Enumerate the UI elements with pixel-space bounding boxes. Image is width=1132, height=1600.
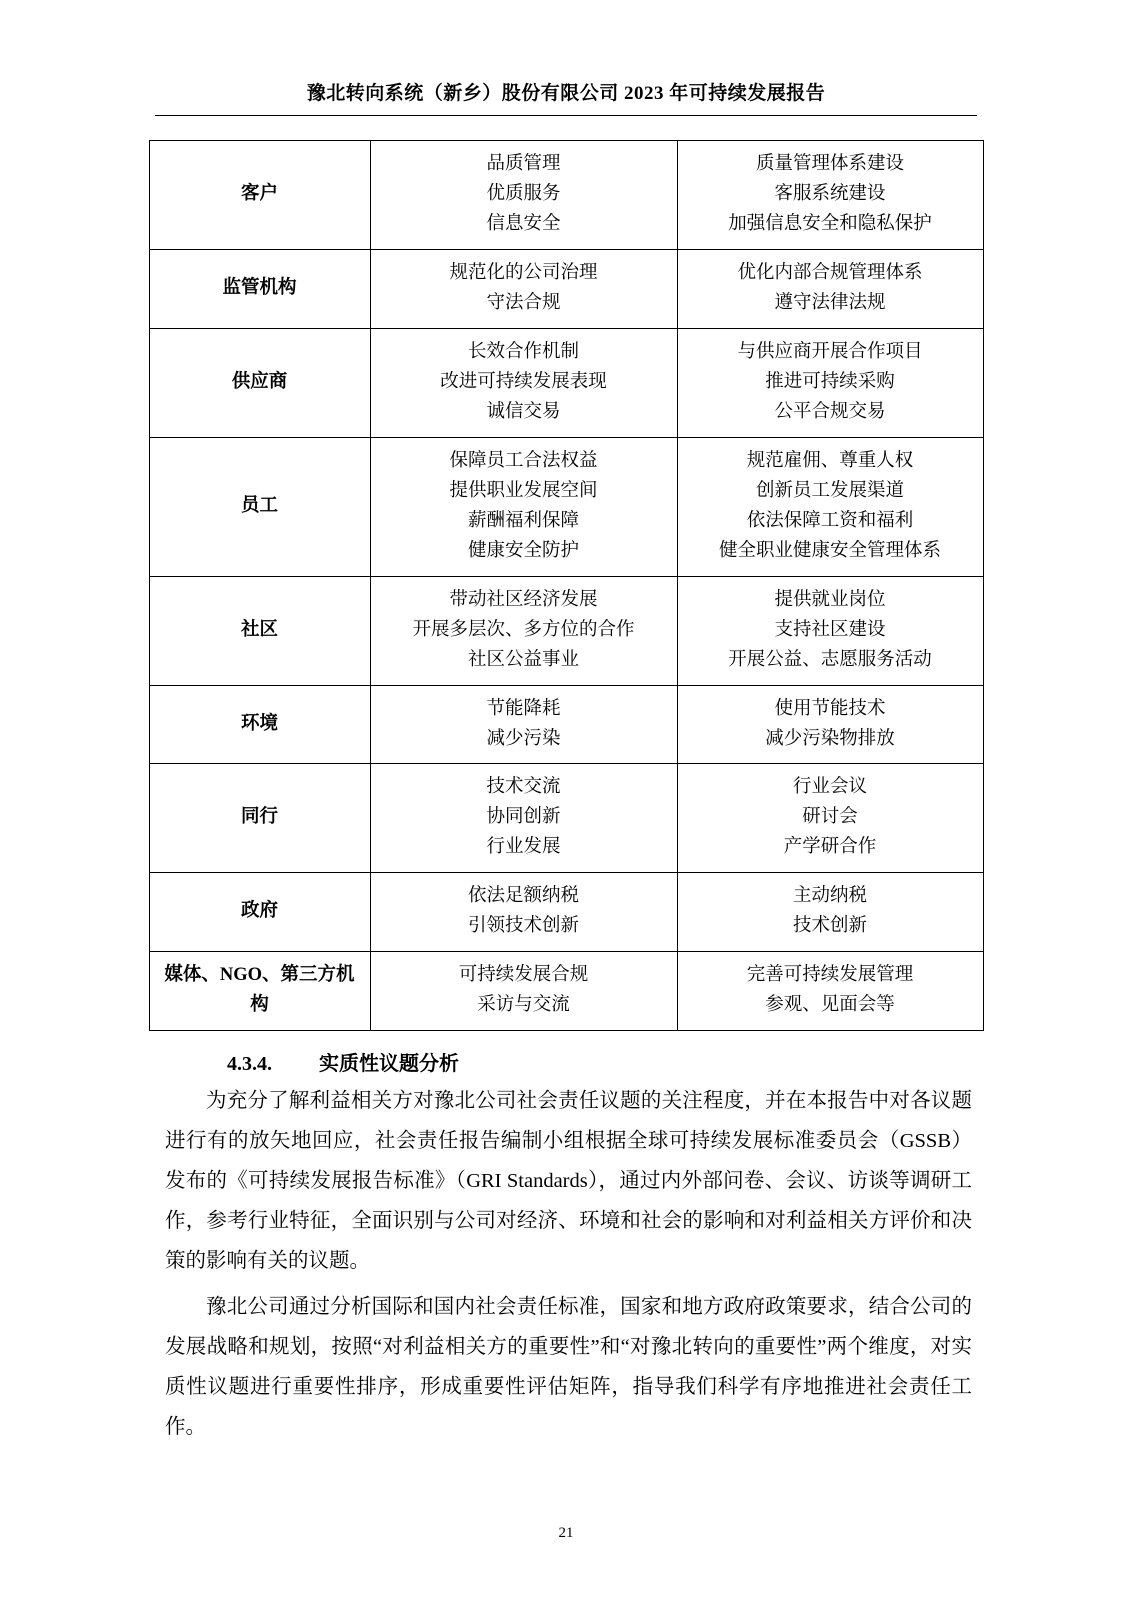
table-row (149, 437, 983, 576)
stakeholder-responses (677, 952, 983, 1031)
expectation-item: 品质管理 (486, 154, 561, 174)
expectation-item: 薪酬福利保障 (467, 510, 579, 531)
response-item: 参观、见面会等 (765, 995, 895, 1016)
section-title-text: 实质性议题分析 (319, 1053, 459, 1076)
response-item: 创新员工发展渠道 (755, 480, 904, 501)
expectation-item: 长效合作机制 (467, 341, 579, 362)
expectation-item: 带动社区经济发展 (449, 589, 598, 610)
stakeholder-expectations (370, 952, 677, 1031)
section-number: 4.3.4. (227, 1053, 272, 1076)
response-item: 健全职业健康安全管理体系 (718, 540, 941, 561)
stakeholder-expectations (370, 873, 677, 952)
table-row (149, 685, 983, 764)
response-item: 产学研合作 (783, 837, 877, 858)
table-row (149, 249, 983, 328)
response-item: 提供就业岗位 (774, 589, 886, 610)
expectation-item: 改进可持续发展表现 (440, 371, 607, 392)
stakeholder-table (149, 140, 984, 1031)
expectation-item: 优质服务 (486, 183, 561, 204)
stakeholder-expectations (370, 437, 677, 576)
table-row (149, 141, 983, 250)
stakeholder-name: 员工 (149, 437, 370, 576)
expectation-item: 可持续发展合规 (458, 965, 589, 986)
response-item: 优化内部合规管理体系 (737, 262, 923, 283)
expectation-item: 依法足额纳税 (467, 886, 579, 907)
response-item: 支持社区建设 (774, 619, 886, 640)
response-item: 与供应商开展合作项目 (737, 341, 923, 362)
expectation-item: 社区公益事业 (467, 649, 579, 670)
stakeholder-responses (677, 437, 983, 576)
stakeholder-responses (677, 576, 983, 685)
expectation-item: 保障员工合法权益 (449, 450, 598, 471)
stakeholder-responses (677, 249, 983, 328)
response-item: 遵守法律法规 (774, 292, 886, 313)
section-heading (0, 1047, 1132, 1076)
expectation-item: 引领技术创新 (467, 916, 579, 937)
response-item: 加强信息安全和隐私保护 (728, 213, 932, 234)
response-item: 完善可持续发展管理 (746, 965, 914, 986)
table-row (149, 328, 983, 437)
stakeholder-responses (677, 328, 983, 437)
table-row (149, 873, 983, 952)
expectation-item: 守法合规 (486, 292, 561, 313)
stakeholder-responses (677, 873, 983, 952)
response-item: 客服系统建设 (774, 183, 886, 204)
stakeholder-expectations (370, 328, 677, 437)
stakeholder-responses (677, 141, 983, 250)
stakeholder-name: 客户 (149, 141, 370, 250)
stakeholder-name: 媒体、NGO、第三方机构 (149, 952, 370, 1031)
response-item: 技术创新 (792, 916, 867, 937)
table-row (149, 576, 983, 685)
expectation-item: 健康安全防护 (467, 540, 579, 561)
response-item: 行业会议 (792, 777, 867, 798)
stakeholder-name: 社区 (149, 576, 370, 685)
stakeholder-name: 政府 (149, 873, 370, 952)
stakeholder-name: 供应商 (149, 328, 370, 437)
stakeholder-expectations (370, 249, 677, 328)
stakeholder-expectations (370, 141, 677, 250)
expectation-item: 采访与交流 (477, 995, 570, 1016)
running-header-text: 豫北转向系统（新乡）股份有限公司 2023 年可持续发展报告 (306, 83, 826, 104)
response-item: 减少污染物排放 (765, 728, 895, 749)
table-row (149, 764, 983, 873)
running-header (0, 0, 1132, 105)
expectation-item: 行业发展 (486, 837, 561, 858)
body-paragraph: 豫北公司通过分析国际和国内社会责任标准，国家和地方政府政策要求，结合公司的发展战略和规划，按照“对利益相关方的重要性”和“对豫北转向的重要性”两个维度，对实质性议题进行重要性排序，形成重要性评估矩阵，指导我们科学有序地推进社会责任工作。 (165, 1296, 972, 1438)
expectation-item: 规范化的公司治理 (449, 262, 598, 283)
stakeholder-expectations (370, 576, 677, 685)
expectation-item: 开展多层次、多方位的合作 (412, 619, 635, 640)
response-item: 研讨会 (802, 807, 858, 828)
response-item: 质量管理体系建设 (755, 154, 904, 174)
response-item: 推进可持续采购 (765, 371, 895, 392)
expectation-item: 诚信交易 (486, 401, 561, 422)
header-divider (155, 115, 977, 116)
page-number: 21 (558, 1525, 574, 1541)
table-row (149, 952, 983, 1031)
stakeholder-table-body (149, 141, 983, 1031)
response-item: 公平合规交易 (774, 401, 886, 422)
expectation-item: 协同创新 (486, 807, 561, 828)
stakeholder-name: 环境 (149, 685, 370, 764)
expectation-item: 提供职业发展空间 (449, 480, 598, 501)
expectation-item: 减少污染 (486, 728, 561, 749)
stakeholder-name: 同行 (149, 764, 370, 873)
stakeholder-expectations (370, 685, 677, 764)
expectation-item: 节能降耗 (486, 698, 561, 719)
response-item: 开展公益、志愿服务活动 (728, 649, 932, 670)
response-item: 规范雇佣、尊重人权 (746, 450, 914, 471)
body-paragraph: 为充分了解利益相关方对豫北公司社会责任议题的关注程度，并在本报告中对各议题进行有的放矢地回应，社会责任报告编制小组根据全球可持续发展标准委员会（GSSB）发布的《可持续发展报告标准》（GRI Standards），通过内外部问卷、会议、访谈等调研工作，参考行业特征，全面识别与公司对经济、环境和社会的影响和对利益相关方评价和决策的影响有关的议题。 (165, 1090, 972, 1273)
expectation-item: 技术交流 (486, 777, 561, 798)
stakeholder-expectations (370, 764, 677, 873)
response-item: 主动纳税 (792, 886, 867, 907)
expectation-item: 信息安全 (486, 213, 561, 234)
response-item: 依法保障工资和福利 (746, 510, 914, 531)
stakeholder-responses (677, 764, 983, 873)
stakeholder-responses (677, 685, 983, 764)
stakeholder-name: 监管机构 (149, 249, 370, 328)
response-item: 使用节能技术 (774, 698, 886, 719)
